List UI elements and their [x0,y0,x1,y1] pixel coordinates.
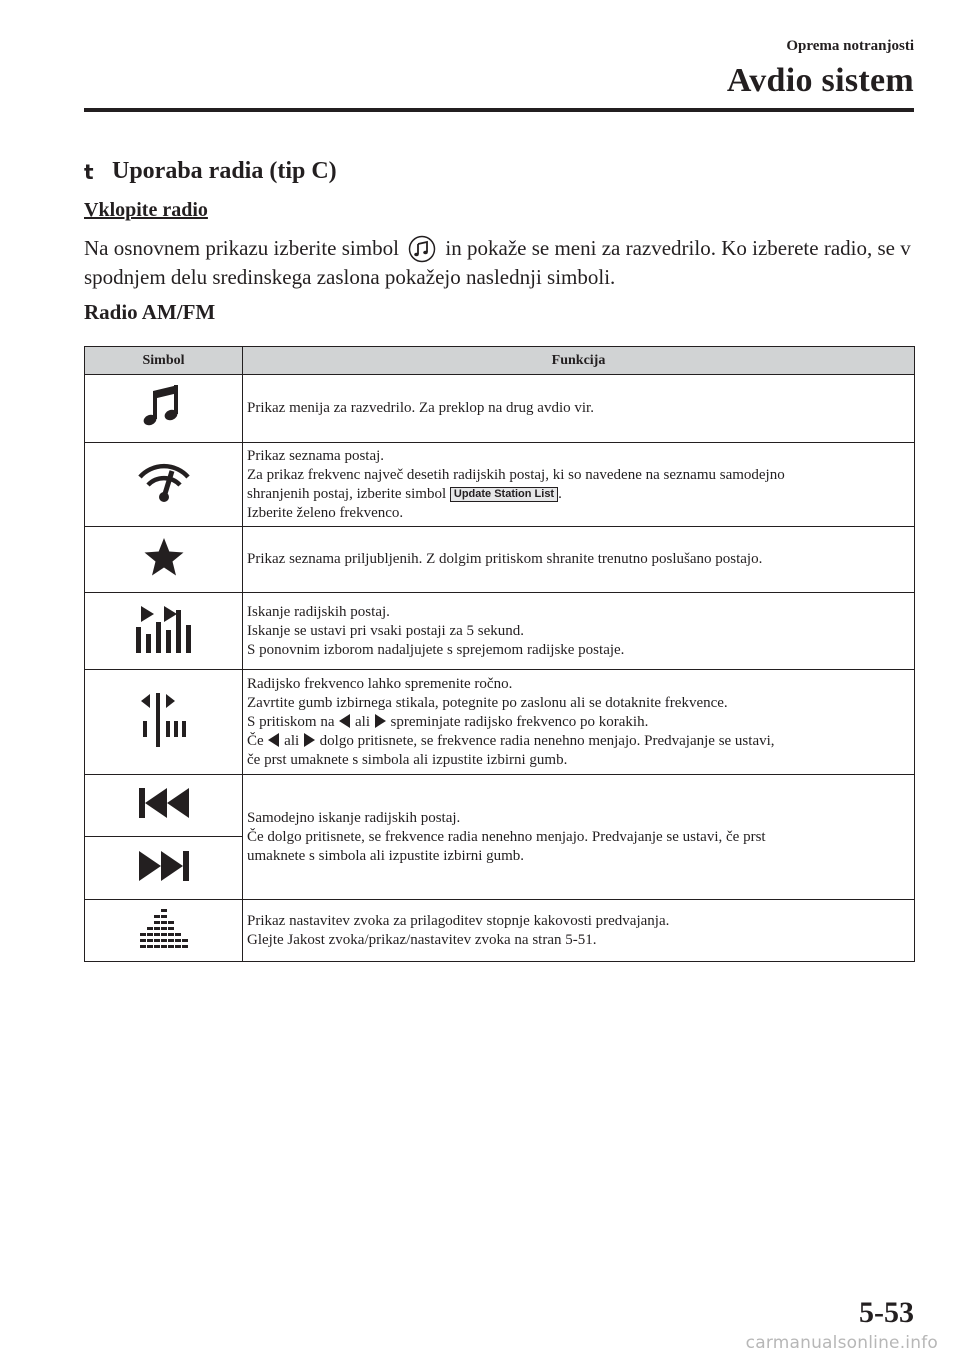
desc-line [247,732,908,751]
subheading: Vklopite radio [84,199,208,221]
symbol-cell [85,593,243,670]
symbol-cell [85,775,243,837]
music-note-circle-icon [408,235,436,263]
col-header-symbol: Simbol [85,347,243,375]
seek-back-icon [137,785,191,821]
section-label: Oprema notranjosti [786,38,914,54]
description-cell [243,375,915,443]
symbol-cell [85,837,243,900]
symbol-cell [85,900,243,962]
watermark: carmanualsonline.info [745,1333,938,1353]
desc-line: Prikaz nastavitev zvoka za prilagoditev stopnje kakovosti predvajanja. [247,912,670,929]
scan-icon [132,601,196,657]
desc-line: Radijsko frekvenco lahko spremenite ročno. [247,675,513,692]
desc-line: Prikaz menija za razvedrilo. Za preklop na drug avdio vir. [247,400,594,416]
seek-forward-icon [137,848,191,884]
header-rule [84,108,914,112]
intro-text-1: Na osnovnem prikazu izberite simbol [84,236,399,260]
table-row [85,527,915,593]
right-arrow-icon [374,714,387,728]
desc-line: Samodejno iskanje radijskih postaj. [247,809,461,826]
function-table [84,346,915,962]
equalizer-icon [134,905,194,951]
desc-text: . [558,485,562,502]
symbol-cell [85,527,243,593]
desc-text: Če [247,732,264,749]
desc-text: shranjenih postaj, izberite simbol [247,485,447,502]
desc-text: spreminjate radijsko frekvenco po korakih. [390,713,649,730]
table-header-row [85,347,915,375]
table-row [85,775,915,837]
desc-line: Zavrtite gumb izbirnega stikala, potegnite po zaslonu ali se dotaknite frekvence. [247,694,728,711]
desc-text: ali [355,713,371,730]
desc-line: Za prikaz frekvenc največ desetih radijskih postaj, ki so navedene na seznamu samodejno [247,466,785,483]
description-cell [243,443,915,527]
table-row [85,593,915,670]
desc-line: Prikaz seznama priljubljenih. Z dolgim pritiskom shranite trenutno poslušano postajo. [247,551,763,567]
radio-am-fm-heading: Radio AM/FM [84,300,216,324]
left-arrow-icon [267,733,280,747]
section-heading [84,158,337,185]
desc-line: Izberite želeno frekvenco. [247,504,404,521]
star-icon [142,535,186,579]
right-arrow-icon [303,733,316,747]
description-cell [243,900,915,962]
desc-line: Če dolgo pritisnete, se frekvence radia nenehno menjajo. Predvajanje se ustavi, če prst [247,828,766,845]
symbol-cell [85,443,243,527]
desc-text: ali [284,732,300,749]
description-cell [243,527,915,593]
table-row [85,443,915,527]
section-bullet: t [84,159,94,184]
table-row [85,670,915,775]
description-cell [243,775,915,900]
symbol-cell [85,375,243,443]
desc-text: dolgo pritisnete, se frekvence radia nenehno menjajo. Predvajanje se ustavi, [319,732,775,749]
desc-line: Iskanje radijskih postaj. [247,603,390,620]
music-note-icon [139,381,189,431]
desc-line: Glejte Jakost zvoka/prikaz/nastavitev zvoka na stran 5-51. [247,931,597,948]
section-title: Uporaba radia (tip C) [112,158,337,184]
tune-icon [137,691,191,749]
description-cell [243,670,915,775]
desc-line [247,485,908,504]
table-row [85,375,915,443]
description-cell [243,593,915,670]
intro-paragraph [84,234,914,292]
page-number: 5-53 [859,1296,914,1329]
chapter-title: Avdio sistem [726,62,914,99]
table-row [85,900,915,962]
desc-text: S pritiskom na [247,713,335,730]
desc-line [247,713,908,732]
left-arrow-icon [338,714,351,728]
desc-line: Prikaz seznama postaj. [247,447,385,464]
desc-line: umaknete s simbola ali izpustite izbirni gumb. [247,847,525,864]
radio-signal-icon [134,457,194,507]
desc-line: S ponovnim izborom nadaljujete s sprejemom radijske postaje. [247,641,625,658]
intro-text-2: in pokaže se meni za razvedrilo. Ko izberete radio, se v spodnjem delu sredinskega zaslona pokažejo naslednji simboli. [84,236,911,289]
desc-line: Iskanje se ustavi pri vsaki postaji za 5 sekund. [247,622,525,639]
symbol-cell [85,670,243,775]
col-header-function: Funkcija [243,347,915,375]
update-station-list-button: Update Station List [450,487,558,502]
desc-line: če prst umaknete s simbola ali izpustite izbirni gumb. [247,751,568,768]
